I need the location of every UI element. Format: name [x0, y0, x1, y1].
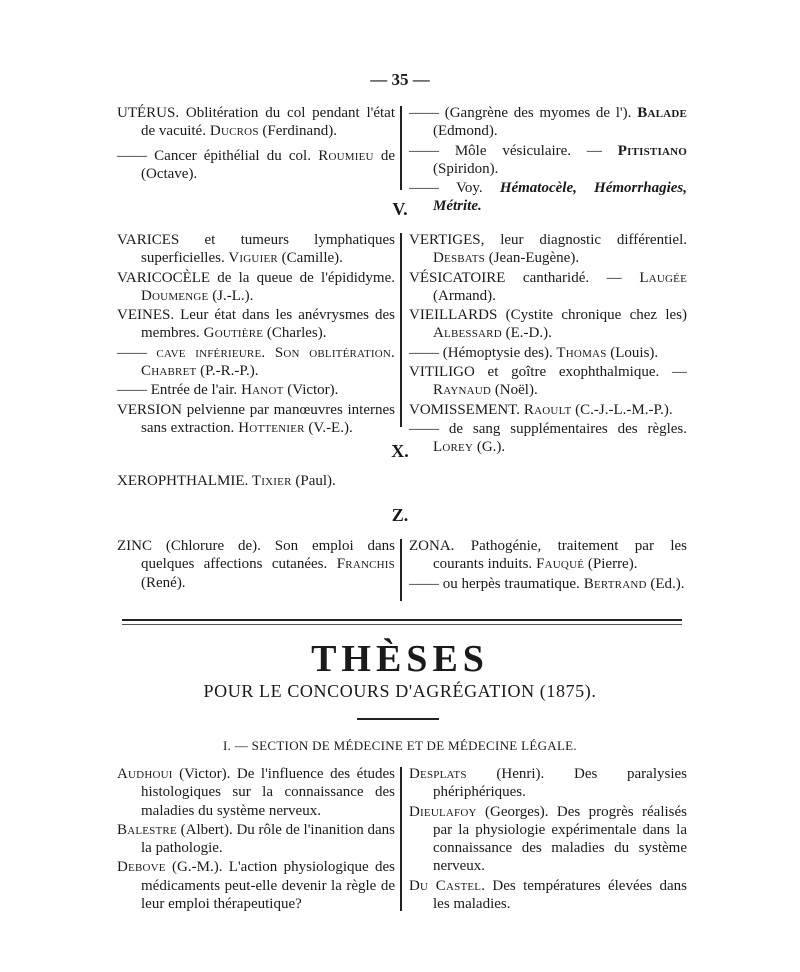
- entry-author: Hottenier: [234, 419, 305, 436]
- thesis-text: (G.-M.). L'action physiologique des médicaments peut-elle devenir la règle de leur emploi thérapeutique?: [141, 859, 395, 913]
- entry-heading: VARICES: [117, 232, 180, 248]
- entry-author: Laugée: [621, 269, 687, 286]
- entry-firstname: (Ferdinand).: [258, 123, 337, 140]
- entry-author: Pitistiano: [617, 142, 687, 159]
- thesis-author: Du Castel: [409, 877, 482, 894]
- entry-firstname: (Edmond).: [433, 123, 498, 140]
- entry-author: Raynaud: [433, 382, 492, 399]
- entry-firstname: (Ed.).: [646, 575, 685, 592]
- entry-text: cantharidé. —: [505, 269, 622, 286]
- left-column: [117, 104, 395, 184]
- index-entry: [409, 363, 687, 400]
- left-column: [117, 765, 395, 914]
- index-entry: [117, 472, 687, 490]
- index-entry: [117, 381, 395, 399]
- thesis-entry: [117, 821, 395, 858]
- section-x: [117, 472, 687, 494]
- entry-text: de la queue de l'épididyme.: [210, 269, 395, 286]
- entry-text: Voy.: [455, 180, 500, 197]
- entry-text: cave inférieure. Son oblitération.: [156, 344, 396, 361]
- entry-dash: ——: [409, 180, 456, 197]
- entry-firstname: de (Octave).: [141, 147, 396, 182]
- thesis-entry: [117, 765, 395, 820]
- letter-heading-z: Z.: [391, 505, 409, 525]
- entry-firstname: (Victor).: [283, 382, 339, 399]
- right-column: [409, 765, 687, 914]
- entry-author: Balade: [631, 105, 687, 121]
- entry-author: Bertrand: [579, 575, 647, 592]
- thesis-author: Dieulafoy: [409, 803, 477, 820]
- entry-author: Roumieu: [310, 147, 374, 164]
- index-entry: [117, 147, 395, 184]
- index-entry: [117, 344, 395, 381]
- entry-text: (Cystite chronique chez les): [497, 307, 687, 324]
- column-divider: [400, 539, 402, 601]
- index-entry: [117, 269, 395, 306]
- entry-author: Chabret: [141, 363, 197, 380]
- column-divider: [400, 106, 402, 190]
- entry-heading: ZINC: [117, 538, 152, 554]
- thesis-entry: [409, 803, 687, 876]
- index-entry: [409, 142, 687, 179]
- entry-heading: VERTIGES,: [409, 232, 485, 248]
- entry-text: Oblitération du col pendant l'état de vacuité.: [141, 105, 395, 140]
- entry-text: (Chlorure de). Son emploi dans quelques affections cutanées.: [141, 538, 395, 573]
- right-column: [409, 231, 687, 458]
- entry-text: Cancer épithélial du col.: [154, 147, 311, 164]
- short-rule: [357, 718, 439, 720]
- thesis-entry: [117, 858, 395, 913]
- entry-firstname: (Noël).: [491, 382, 538, 399]
- thesis-text: (Albert). Du rôle de l'inanition dans la pathologie.: [141, 821, 395, 857]
- entry-dash: ——: [117, 344, 157, 361]
- entry-author: Tixier: [248, 473, 292, 489]
- entry-author: Goutière: [199, 325, 264, 342]
- entry-author: Hanot: [237, 382, 284, 399]
- entry-firstname: (P.-R.-P.).: [196, 363, 259, 380]
- entry-author: Desbats: [433, 250, 485, 267]
- theses-list: [117, 765, 687, 911]
- entry-text: (Hémoptysie des).: [442, 344, 553, 361]
- entry-text: (Gangrène des myomes de l').: [444, 105, 632, 121]
- left-column: [117, 472, 687, 491]
- left-column: [117, 231, 395, 438]
- entry-text: Pathogénie, traitement par les courants induits.: [433, 538, 687, 573]
- column-divider: [400, 233, 402, 427]
- entry-text: et goître exophthalmique. —: [474, 364, 687, 381]
- entry-author: Thomas: [552, 344, 607, 361]
- entry-text: Môle vésiculaire. —: [454, 142, 618, 159]
- index-entry: [409, 104, 687, 141]
- index-entry: [117, 401, 395, 438]
- entry-firstname: (Armand).: [433, 287, 496, 304]
- entry-author: Fauqué: [532, 556, 585, 573]
- entry-firstname: (G.).: [473, 439, 506, 456]
- entry-heading: VITILIGO: [409, 364, 475, 381]
- entry-author: Ducros: [205, 123, 259, 140]
- entry-text: et tumeurs lymphatiques superficielles.: [141, 232, 395, 267]
- entry-firstname: (Pierre).: [584, 556, 638, 573]
- index-entry: [117, 104, 395, 141]
- index-entry: [409, 306, 687, 343]
- entry-text: ou herpès traumatique.: [442, 575, 580, 592]
- entry-firstname: (Jean-Eugène).: [484, 250, 580, 267]
- index-entry: [117, 306, 395, 343]
- theses-subtitle: POUR LE CONCOURS D'AGRÉGATION (1875).: [203, 681, 597, 701]
- entry-heading: VEINES.: [117, 307, 175, 324]
- index-entry: [409, 575, 687, 593]
- entry-firstname: (C.-J.-L.-M.-P.).: [571, 401, 673, 418]
- section-z: [117, 537, 687, 601]
- letter-heading-v: V.: [392, 199, 408, 219]
- entry-firstname: (V.-E.).: [304, 419, 353, 436]
- entry-heading: XEROPHTHALMIE.: [117, 473, 249, 489]
- entry-author: Viguier: [224, 250, 278, 267]
- entry-firstname: (E.-D.).: [501, 325, 552, 342]
- entry-firstname: (Paul).: [291, 473, 336, 489]
- entry-dash: ——: [117, 382, 151, 399]
- entry-firstname: (Charles).: [263, 325, 327, 342]
- entry-text: Leur état dans les anévrysmes des membres.: [141, 307, 395, 342]
- entry-dash: ——: [409, 344, 443, 361]
- index-entry: [409, 537, 687, 574]
- horizontal-rule: [122, 619, 682, 621]
- entry-heading: ZONA.: [409, 538, 455, 554]
- thesis-author: Audhoui: [117, 766, 173, 782]
- thesis-entry: [409, 765, 687, 802]
- entry-author: Raoult: [519, 401, 572, 418]
- entry-dash: ——: [409, 575, 443, 592]
- entry-dash: ——: [409, 105, 445, 121]
- index-entry: [409, 269, 687, 306]
- entry-crossref: Hématocèle, Hémorrhagies, Métrite.: [433, 180, 687, 215]
- index-entry: [409, 401, 687, 419]
- right-column: [409, 537, 687, 594]
- horizontal-rule-thin: [122, 624, 682, 625]
- entry-firstname: (René).: [141, 574, 186, 591]
- entry-text: leur diagnostic différentiel.: [484, 232, 687, 248]
- entry-dash: ——: [409, 420, 449, 437]
- column-divider: [400, 767, 402, 911]
- entry-firstname: (Camille).: [277, 250, 343, 267]
- thesis-author: Desplats: [409, 766, 467, 782]
- entry-heading: VERSION: [117, 401, 183, 418]
- entry-heading: VARICOCÈLE: [117, 269, 211, 286]
- entry-author: Lorey: [433, 439, 474, 456]
- thesis-text: . Des températures élevées dans les maladies.: [433, 877, 688, 913]
- entry-heading: UTÉRUS.: [117, 105, 180, 121]
- thesis-entry: [409, 877, 687, 914]
- left-column: [117, 537, 395, 593]
- entry-text: de sang supplémentaires des règles.: [448, 420, 688, 437]
- index-entry: [409, 344, 687, 362]
- entry-dash: ——: [117, 147, 155, 164]
- thesis-author: Debove: [117, 859, 166, 876]
- entry-firstname: (Spiridon).: [433, 160, 499, 177]
- entry-heading: VOMISSEMENT.: [409, 401, 520, 418]
- entry-author: Albessard: [433, 325, 502, 342]
- index-entry: [409, 231, 687, 268]
- letter-heading-x: X.: [391, 441, 409, 461]
- index-entry: [117, 231, 395, 268]
- thesis-author: Balestre: [117, 821, 177, 838]
- entry-firstname: (Louis).: [606, 344, 659, 361]
- entry-heading: VÉSICATOIRE: [409, 269, 506, 286]
- entry-author: Franchis: [327, 556, 395, 573]
- index-entry: [117, 537, 395, 592]
- page-number: — 35 —: [370, 70, 430, 89]
- entry-heading: VIEILLARDS: [409, 307, 498, 324]
- entry-firstname: (J.-L.).: [208, 287, 254, 304]
- thesis-text: (Henri). Des paralysies phériphériques.: [433, 766, 687, 801]
- thesis-text: (Victor). De l'influence des études histologiques sur la connaissance des maladies du système nerveux.: [141, 766, 395, 819]
- thesis-text: (Georges). Des progrès réalisés par la physiologie expérimentale dans la connaissance des maladies du système nerveux.: [433, 803, 687, 875]
- entry-text: Entrée de l'air.: [150, 382, 238, 399]
- entry-author: Doumenge: [141, 287, 209, 304]
- section-heading: I. — SECTION DE MÉDECINE ET DE MÉDECINE LÉGALE.: [223, 738, 577, 753]
- theses-title: THÈSES: [311, 638, 489, 680]
- section-v: [117, 231, 688, 456]
- entry-dash: ——: [409, 142, 455, 159]
- entry-text: pelvienne par manœuvres internes sans extraction.: [141, 401, 395, 436]
- section-u-continued: [117, 104, 687, 215]
